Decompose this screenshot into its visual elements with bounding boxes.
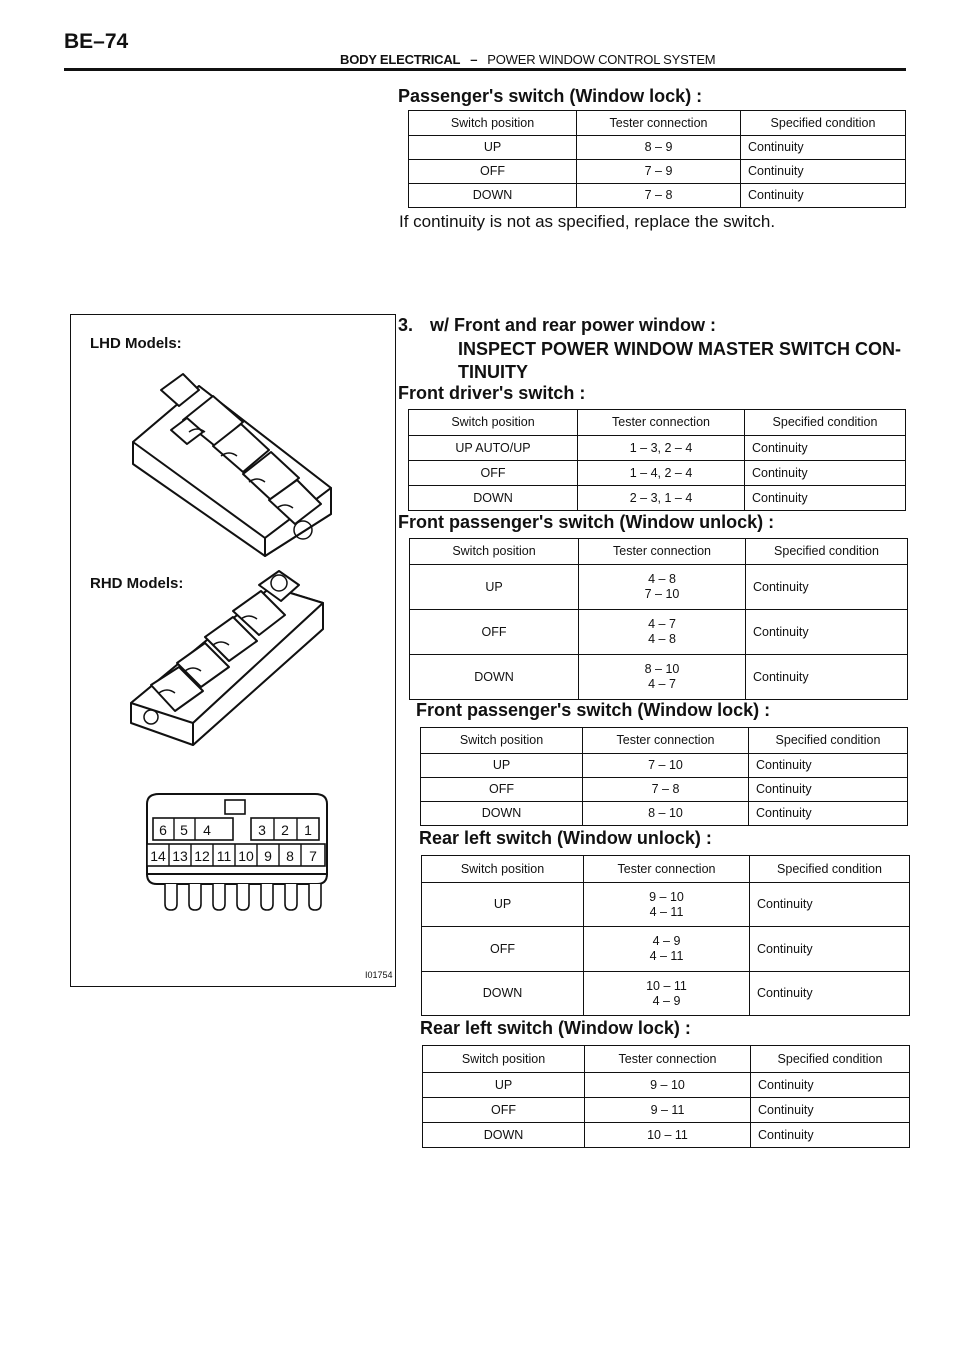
switch-position-cell: OFF <box>422 927 584 972</box>
front-passenger-unlock-table <box>409 538 908 700</box>
col-header-tester-connection: Tester connection <box>579 539 746 565</box>
tester-connection-line: 4 – 7 <box>648 617 676 631</box>
switch-position-cell: OFF <box>409 160 577 184</box>
rhd-switch-illustration <box>121 563 341 753</box>
col-header-switch-position: Switch position <box>421 728 583 754</box>
switch-position-cell: OFF <box>409 461 578 486</box>
tester-connection-cell: 1 – 4, 2 – 4 <box>578 461 745 486</box>
condition-cell: Continuity <box>746 565 908 610</box>
col-header-switch-position: Switch position <box>409 111 577 136</box>
col-header-switch-position: Switch position <box>422 856 584 883</box>
table-row <box>409 184 906 208</box>
tester-connection-cell <box>584 883 750 927</box>
col-header-tester-connection: Tester connection <box>583 728 749 754</box>
switch-position-cell: UP <box>409 136 577 160</box>
condition-cell: Continuity <box>741 136 906 160</box>
table-row <box>409 486 906 511</box>
switch-position-cell: UP <box>422 883 584 927</box>
switch-position-cell: UP AUTO/UP <box>409 436 578 461</box>
condition-cell: Continuity <box>751 1073 910 1098</box>
col-header-tester-connection: Tester connection <box>585 1046 751 1073</box>
page-number: BE–74 <box>64 30 129 53</box>
col-header-switch-position: Switch position <box>423 1046 585 1073</box>
col-header-specified-condition: Specified condition <box>746 539 908 565</box>
col-header-switch-position: Switch position <box>409 410 578 436</box>
condition-cell: Continuity <box>746 610 908 655</box>
switch-position-cell: UP <box>410 565 579 610</box>
tester-connection-cell: 2 – 3, 1 – 4 <box>578 486 745 511</box>
tester-connection-cell: 1 – 3, 2 – 4 <box>578 436 745 461</box>
switch-position-cell: DOWN <box>422 972 584 1016</box>
tester-connection-cell: 9 – 10 <box>585 1073 751 1098</box>
condition-cell: Continuity <box>751 1098 910 1123</box>
step-subtitle-line2: TINUITY <box>458 362 528 382</box>
condition-cell: Continuity <box>745 461 906 486</box>
tester-connection-cell <box>584 927 750 972</box>
pin-label: 5 <box>180 822 188 838</box>
condition-cell: Continuity <box>741 184 906 208</box>
condition-cell: Continuity <box>746 655 908 700</box>
pin-label: 14 <box>150 848 166 864</box>
col-header-specified-condition: Specified condition <box>749 728 908 754</box>
table-row <box>423 1123 910 1148</box>
condition-cell: Continuity <box>745 436 906 461</box>
subsection-title: POWER WINDOW CONTROL SYSTEM <box>487 52 716 67</box>
tester-connection-line: 4 – 9 <box>652 993 681 1008</box>
pin-label: 4 <box>203 822 211 838</box>
figure-code: I01754 <box>365 970 393 980</box>
table-row <box>409 160 906 184</box>
passenger-lock-table <box>408 110 906 208</box>
pin-label: 11 <box>216 848 232 864</box>
tester-connection-cell: 7 – 10 <box>583 754 749 778</box>
switch-position-cell: DOWN <box>423 1123 585 1148</box>
pin-label: 7 <box>309 848 317 864</box>
rear-left-unlock-table <box>421 855 910 1016</box>
condition-cell: Continuity <box>749 778 908 802</box>
switch-position-cell: UP <box>421 754 583 778</box>
tester-connection-line: 7 – 10 <box>644 587 680 601</box>
front-driver-table <box>408 409 906 511</box>
tester-connection-cell: 7 – 8 <box>583 778 749 802</box>
front-passenger-lock-table <box>420 727 908 826</box>
table-row <box>410 610 908 655</box>
section-header <box>340 52 715 67</box>
pin-label: 1 <box>304 822 312 838</box>
passenger-lock-heading: Passenger's switch (Window lock) : <box>398 86 703 106</box>
table-row <box>410 655 908 700</box>
pin-label: 9 <box>264 848 272 864</box>
front-passenger-unlock-heading: Front passenger's switch (Window unlock) : <box>398 512 775 532</box>
table-row <box>421 778 908 802</box>
pin-label: 10 <box>238 848 254 864</box>
table-row <box>421 802 908 826</box>
lhd-switch-illustration <box>121 360 351 560</box>
col-header-specified-condition: Specified condition <box>750 856 910 883</box>
condition-cell: Continuity <box>749 802 908 826</box>
condition-cell: Continuity <box>749 754 908 778</box>
switch-position-cell: UP <box>423 1073 585 1098</box>
switch-position-cell: OFF <box>410 610 579 655</box>
switch-position-cell: DOWN <box>409 184 577 208</box>
tester-connection-line: 8 – 10 <box>644 662 680 676</box>
col-header-switch-position: Switch position <box>410 539 579 565</box>
col-header-tester-connection: Tester connection <box>584 856 750 883</box>
table-row <box>409 436 906 461</box>
tester-connection-cell <box>579 655 746 700</box>
front-passenger-lock-heading: Front passenger's switch (Window lock) : <box>416 700 771 720</box>
step-number: 3. <box>398 315 414 335</box>
switch-position-cell: OFF <box>423 1098 585 1123</box>
tester-connection-line: 9 – 10 <box>649 889 684 904</box>
header-rule <box>64 68 906 71</box>
tester-connection-line: 10 – 11 <box>646 978 687 993</box>
connector-diagram <box>137 790 337 915</box>
rear-left-lock-table <box>422 1045 910 1148</box>
tester-connection-line: 4 – 8 <box>648 632 676 646</box>
rhd-label: RHD Models: <box>90 575 184 592</box>
condition-cell: Continuity <box>750 883 910 927</box>
tester-connection-line: 4 – 7 <box>648 677 676 691</box>
col-header-tester-connection: Tester connection <box>578 410 745 436</box>
table-row <box>423 1098 910 1123</box>
table-row <box>423 1073 910 1098</box>
rear-left-unlock-heading: Rear left switch (Window unlock) : <box>419 828 712 848</box>
switch-position-cell: DOWN <box>421 802 583 826</box>
tester-connection-cell: 8 – 9 <box>577 136 741 160</box>
pin-label: 6 <box>159 822 167 838</box>
table-row <box>422 883 910 927</box>
tester-connection-cell: 10 – 11 <box>585 1123 751 1148</box>
header-dash: – <box>470 52 478 67</box>
front-driver-heading: Front driver's switch : <box>398 383 586 403</box>
step-subtitle-line1: INSPECT POWER WINDOW MASTER SWITCH CON- <box>458 339 901 359</box>
col-header-specified-condition: Specified condition <box>751 1046 910 1073</box>
pin-label: 12 <box>194 848 210 864</box>
tester-connection-cell <box>584 972 750 1016</box>
condition-cell: Continuity <box>741 160 906 184</box>
tester-connection-cell: 7 – 9 <box>577 160 741 184</box>
step-subtitle <box>458 338 918 384</box>
switch-position-cell: DOWN <box>410 655 579 700</box>
switch-figure <box>70 314 396 987</box>
col-header-specified-condition: Specified condition <box>741 111 906 136</box>
rear-left-lock-heading: Rear left switch (Window lock) : <box>420 1018 691 1038</box>
replace-note: If continuity is not as specified, replace the switch. <box>399 212 776 231</box>
table-row <box>410 565 908 610</box>
condition-cell: Continuity <box>751 1123 910 1148</box>
tester-connection-cell: 9 – 11 <box>585 1098 751 1123</box>
pin-label: 8 <box>286 848 294 864</box>
tester-connection-cell <box>579 565 746 610</box>
switch-position-cell: OFF <box>421 778 583 802</box>
step-title: w/ Front and rear power window : <box>430 315 717 335</box>
table-row <box>409 461 906 486</box>
tester-connection-line: 4 – 9 <box>652 934 681 948</box>
col-header-tester-connection: Tester connection <box>577 111 741 136</box>
tester-connection-cell: 8 – 10 <box>583 802 749 826</box>
table-row <box>422 972 910 1016</box>
col-header-specified-condition: Specified condition <box>745 410 906 436</box>
table-row <box>409 136 906 160</box>
condition-cell: Continuity <box>745 486 906 511</box>
tester-connection-line: 4 – 8 <box>648 572 676 586</box>
switch-position-cell: DOWN <box>409 486 578 511</box>
tester-connection-cell <box>579 610 746 655</box>
section-title: BODY ELECTRICAL <box>340 52 461 67</box>
table-row <box>421 754 908 778</box>
pin-label: 13 <box>172 848 188 864</box>
pin-label: 3 <box>258 822 266 838</box>
tester-connection-cell: 7 – 8 <box>577 184 741 208</box>
tester-connection-line: 4 – 11 <box>649 949 684 963</box>
pin-label: 2 <box>281 822 289 838</box>
table-row <box>422 927 910 972</box>
condition-cell: Continuity <box>750 927 910 972</box>
tester-connection-line: 4 – 11 <box>649 904 684 919</box>
lhd-label: LHD Models: <box>90 335 182 352</box>
condition-cell: Continuity <box>750 972 910 1016</box>
